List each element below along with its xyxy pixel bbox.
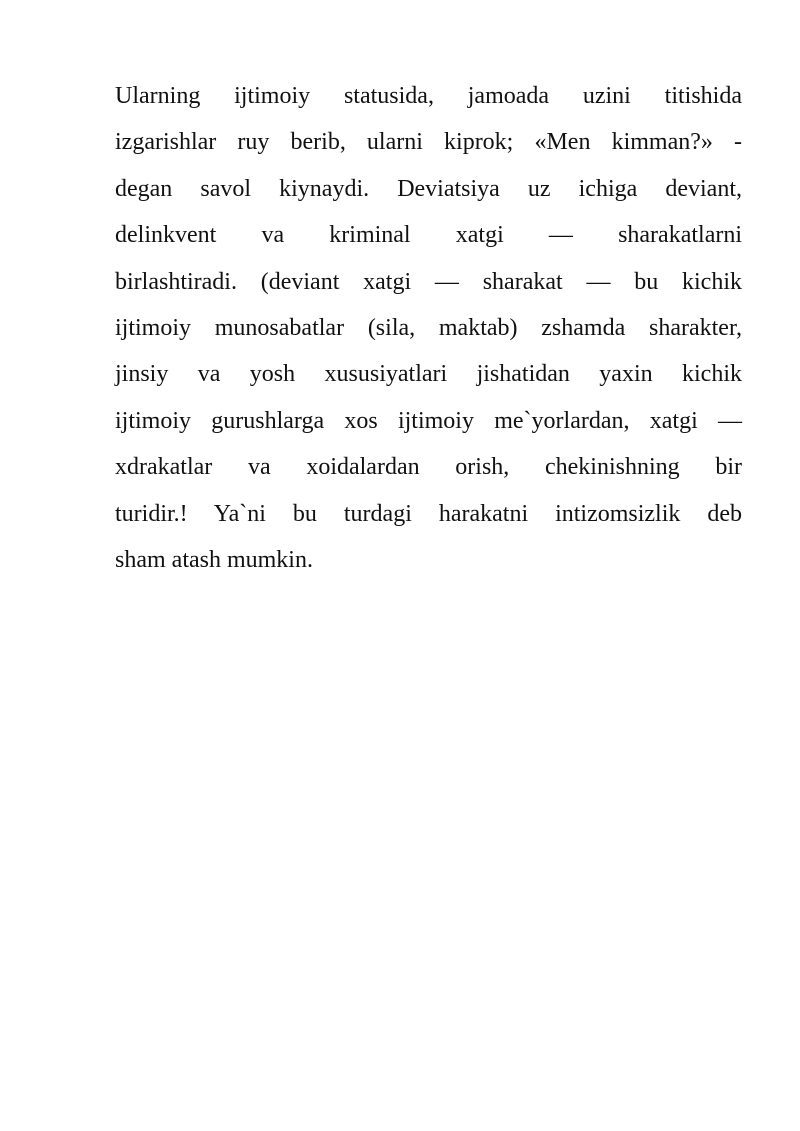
paragraph-line: ijtimoiy munosabatlar (sila, maktab) zshamda sharakter, (115, 314, 742, 341)
paragraph-line: xdrakatlar va xoidalardan orish, chekinishning bir (115, 454, 742, 481)
paragraph-line: Ularning ijtimoiy statusida, jamoada uzini titishida (115, 83, 742, 109)
paragraph-line: delinkvent va kriminal xatgi — sharakatlarni (115, 222, 742, 249)
paragraph-line: sham atash mumkin. (115, 546, 313, 573)
paragraph-line: izgarishlar ruy berib, ularni kiprok; «Men kimman?» - (115, 129, 742, 156)
paragraph-line: degan savol kiynaydi. Deviatsiya uz ichiga deviant, (115, 175, 742, 202)
body-paragraph (115, 73, 742, 583)
paragraph-line: birlashtiradi. (deviant xatgi — sharakat — bu kichik (115, 268, 742, 295)
paragraph-line: ijtimoiy gurushlarga xos ijtimoiy me`yorlardan, xatgi — (115, 407, 742, 434)
paragraph-line: jinsiy va yosh xususiyatlari jishatidan yaxin kichik (115, 361, 742, 388)
paragraph-line: turidir.! Ya`ni bu turdagi harakatni intizomsizlik deb (115, 500, 742, 527)
